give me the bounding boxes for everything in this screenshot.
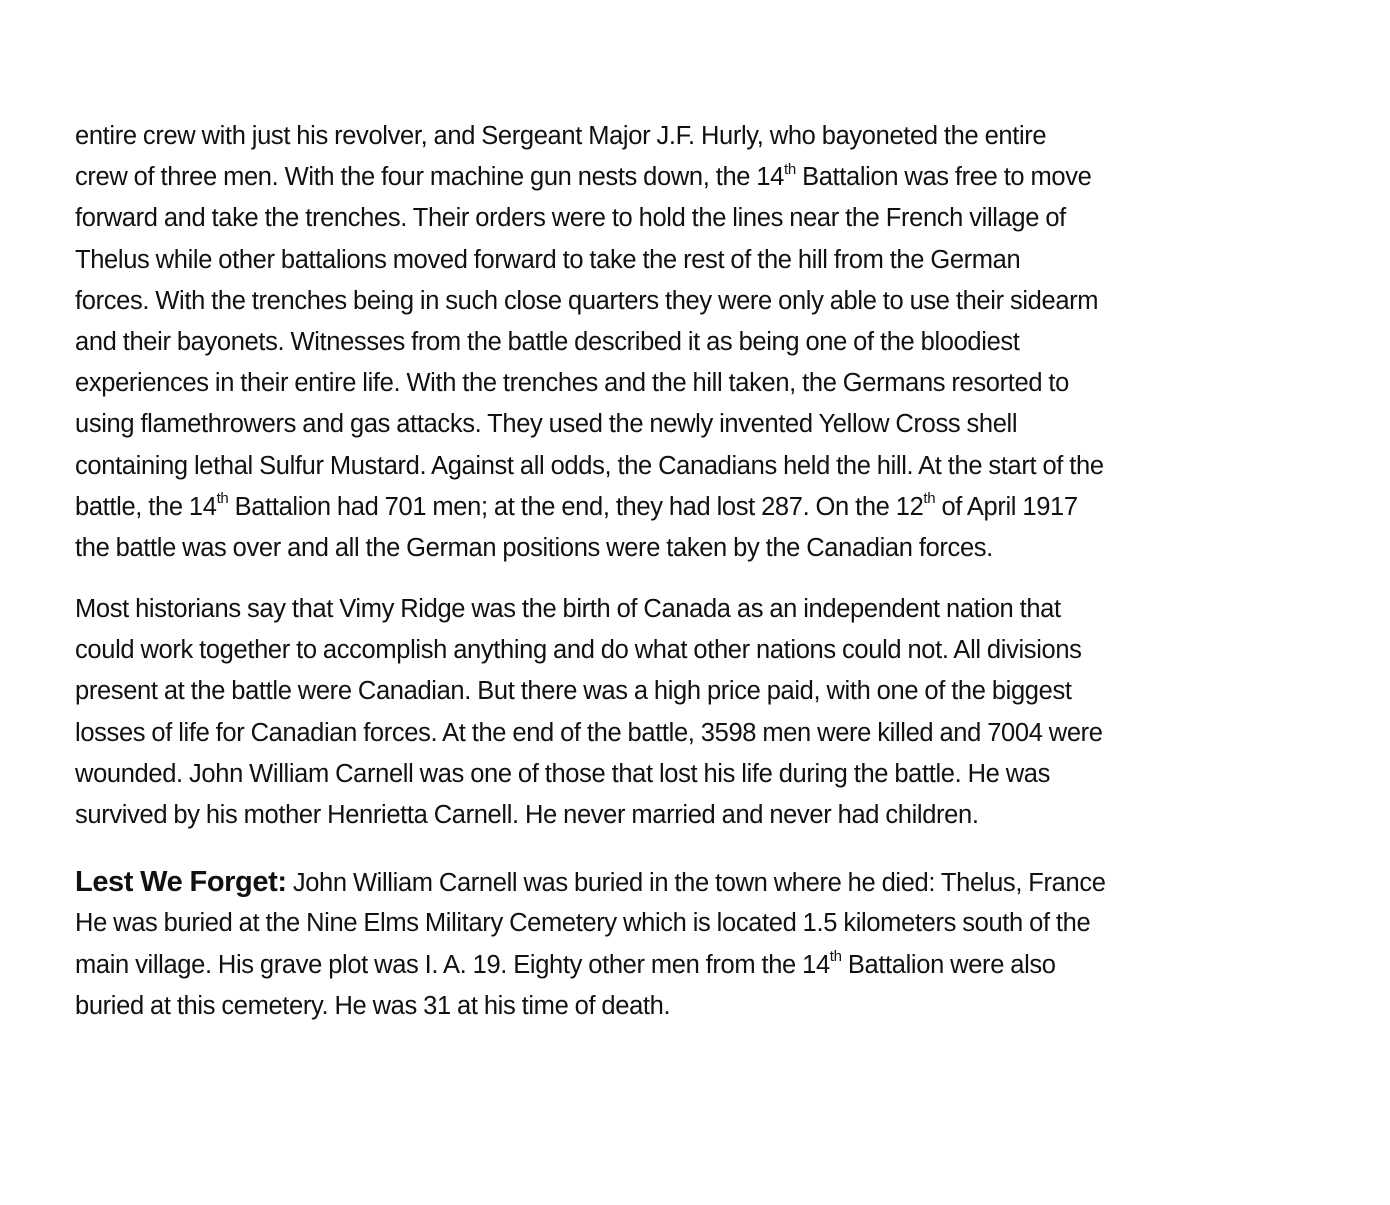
text-segment: crew of three men. With the four machine gun nests down, the 14 [75,163,785,192]
text-line: present at the battle were Canadian. But there was a high price paid, with one of the biggest [75,677,1072,706]
text-line: experiences in their entire life. With the trenches and the hill taken, the Germans resorted to [75,369,1069,398]
ordinal-suffix: th [784,160,796,178]
text-line [75,862,1315,903]
text-segment: Battalion were also [841,950,1056,979]
text-line: survived by his mother Henrietta Carnell. He never married and never had children. [75,801,979,829]
text-line: Thelus while other battalions moved forward to take the rest of the hill from the German [75,245,1021,274]
text-line: losses of life for Canadian forces. At the end of the battle, 3598 men were killed and 7004 were [75,718,1103,747]
text-segment: Battalion had 701 men; at the end, they had lost 287. On the 12 [228,492,924,521]
text-segment: Battalion was free to move [795,163,1092,192]
text-line: He was buried at the Nine Elms Military Cemetery which is located 1.5 kilometers south of the [75,909,1091,938]
text-segment: John William Carnell was buried in the town where he died: Thelus, France [286,869,1106,898]
document-page [75,116,1315,1027]
paragraph-historical-significance [75,589,1315,836]
paragraph-battle-account [75,116,1315,569]
text-line: containing lethal Sulfur Mustard. Against all odds, the Canadians held the hill. At the start of the [75,451,1104,480]
text-line [75,945,1315,986]
text-line: the battle was over and all the German positions were taken by the Canadian forces. [75,533,993,562]
text-line: forces. With the trenches being in such close quarters they were only able to use their sidearm [75,286,1099,315]
text-line: could work together to accomplish anything and do what other nations could not. All divisions [75,636,1082,665]
text-segment: battle, the 14 [75,492,217,521]
text-line: and their bayonets. Witnesses from the battle described it as being one of the bloodiest [75,327,1020,356]
section-heading: Lest We Forget: [75,866,287,899]
paragraph-lest-we-forget [75,862,1315,1027]
text-line: buried at this cemetery. He was 31 at his time of death. [75,991,671,1020]
text-line [75,157,1315,198]
text-segment: main village. His grave plot was I. A. 19. Eighty other men from the 14 [75,950,830,979]
text-line [75,487,1315,528]
ordinal-suffix: th [216,490,229,508]
text-line: forward and take the trenches. Their orders were to hold the lines near the French village of [75,204,1066,233]
text-line: Most historians say that Vimy Ridge was the birth of Canada as an independent nation that [75,595,1061,624]
text-line: wounded. John William Carnell was one of those that lost his life during the battle. He was [75,759,1051,788]
text-line: entire crew with just his revolver, and Sergeant Major J.F. Hurly, who bayoneted the entire [75,122,1047,150]
ordinal-suffix: th [829,948,842,966]
ordinal-suffix: th [923,490,936,508]
text-line: using flamethrowers and gas attacks. They used the newly invented Yellow Cross shell [75,410,1018,439]
text-segment: of April 1917 [935,492,1078,521]
